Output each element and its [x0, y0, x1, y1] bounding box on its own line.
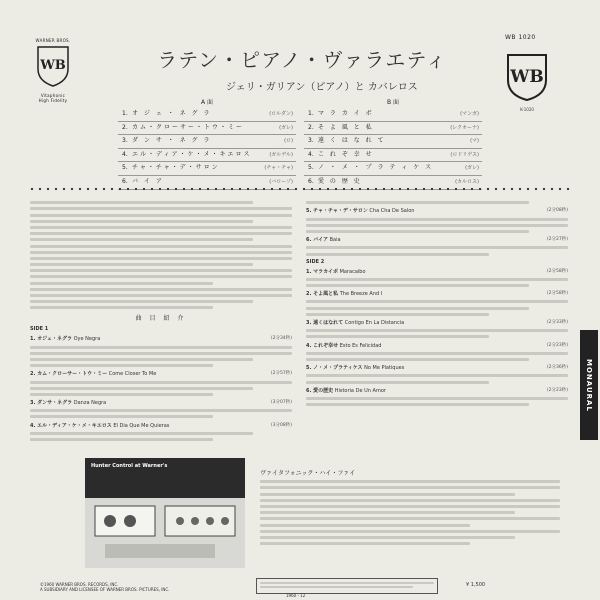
text-line — [30, 432, 253, 435]
text-line — [306, 253, 489, 256]
text-line — [30, 300, 253, 303]
text-line — [30, 214, 292, 217]
entry-heading — [306, 236, 568, 243]
track-composer: (ロ) — [284, 138, 293, 145]
wb-shield-icon — [36, 45, 70, 87]
copyright-notice — [40, 582, 230, 592]
entry-title: 4. エル・ディア・ケ・メ・キエロス — [30, 422, 112, 429]
entry-duration: (2分27秒) — [546, 237, 568, 243]
track-number: 4. — [308, 150, 314, 158]
side-a — [118, 98, 296, 190]
side-b — [304, 98, 482, 190]
text-line — [30, 220, 253, 223]
entry-title: 6. 愛の歴史 — [306, 387, 334, 394]
entry-english: Danza Negra — [73, 400, 107, 407]
text-line — [306, 374, 568, 377]
side-a-label: A 面 — [200, 99, 213, 106]
track-title: エル・ディア・ケ・メ・キエロス — [132, 150, 252, 158]
catalog-number — [505, 34, 536, 41]
entry-heading — [30, 422, 292, 429]
text-line — [30, 282, 213, 285]
text-line — [260, 536, 515, 539]
catalog-sub-number: K-1020 — [520, 107, 534, 112]
track-number: 2. — [122, 123, 128, 131]
track-row — [304, 162, 482, 176]
text-line — [306, 352, 568, 355]
entry-duration: (2分23秒) — [546, 387, 568, 393]
track-title: ノ ・ メ ・ プ ラ テ ィ ケ ス — [318, 164, 434, 172]
text-line — [30, 269, 292, 272]
text-line — [306, 307, 529, 310]
track-composer: (ロドリゲス) — [450, 151, 479, 158]
entry-title: 2. そよ風と私 — [306, 291, 339, 298]
track-row — [304, 108, 482, 122]
track-title: オ ジ ェ ・ ネ グ ラ — [132, 110, 212, 117]
track-number: 3. — [122, 137, 128, 145]
track-row — [118, 108, 296, 122]
text-line — [260, 586, 413, 588]
track-row — [118, 149, 296, 163]
entry-duration: (2分33秒) — [546, 320, 568, 325]
text-line — [260, 530, 560, 533]
album-title: ラテン・ピアノ・ヴァラエティ — [157, 48, 447, 72]
wb-shield-large-icon — [505, 52, 549, 102]
entry-duration: (3分07秒) — [270, 400, 292, 406]
text-line — [306, 329, 568, 332]
text-line — [30, 288, 292, 291]
track-row — [118, 162, 296, 176]
text-line — [30, 306, 213, 309]
monaural-tab: MONAURAL — [580, 330, 598, 440]
entry-title: 6. バイア — [306, 237, 328, 244]
text-line — [30, 415, 213, 418]
entry-english: Maracaibo — [339, 268, 366, 275]
entry-duration: (2分57秒) — [270, 371, 292, 377]
entry-duration: (2分23秒) — [546, 342, 568, 348]
track-composer: (ガレ) — [279, 124, 293, 131]
text-line — [306, 284, 529, 287]
entry-title: 5. チャ・チャ・デ・サロン — [306, 208, 368, 215]
text-line — [30, 381, 292, 384]
album-subtitle: ジェリ・ガリアン（ピアノ）と カバレロス — [226, 82, 418, 93]
entry-heading — [306, 268, 568, 275]
side-two-heading — [306, 259, 568, 265]
mixing-console-image — [85, 458, 245, 568]
side-b-label: B 面 — [386, 99, 400, 106]
entry-duration: (2分58秒) — [546, 291, 568, 297]
logo-bottom-text: High Fidelity — [38, 98, 68, 103]
entry-heading — [306, 364, 568, 371]
text-line — [30, 226, 292, 229]
entry-heading — [306, 207, 568, 214]
text-line — [306, 381, 489, 384]
entry-title: 1. マラカイボ — [306, 268, 338, 275]
track-title: バ イ ア — [132, 177, 164, 185]
entry-english: The Breeze And I — [339, 291, 383, 298]
warner-logo-right — [502, 52, 552, 112]
text-line — [30, 364, 213, 367]
vitaphonic-notes — [260, 468, 560, 548]
entry-heading — [306, 319, 568, 326]
entry-english: Esto Es Felicidad — [339, 342, 382, 349]
track-composer: (カルロス) — [455, 178, 479, 185]
entry-english: El Dia Que Me Quieras — [113, 422, 170, 429]
text-line — [260, 524, 470, 527]
warner-logo-left — [32, 38, 74, 103]
text-line — [30, 294, 292, 297]
track-title: こ れ ぞ 幸 せ — [318, 150, 374, 158]
liner-notes-left — [30, 198, 292, 444]
text-line — [306, 201, 529, 204]
text-line — [260, 499, 560, 502]
entry-heading — [30, 370, 292, 377]
entry-english: Cha Cha De Salon — [369, 208, 415, 215]
track-composer: (ガルデル) — [269, 151, 293, 158]
entry-heading — [306, 387, 568, 394]
dotted-divider — [28, 185, 572, 193]
text-line — [30, 232, 292, 235]
catalog-number-main: WB 1020 — [505, 34, 536, 41]
entry-english: No Me Platiques — [364, 365, 405, 372]
text-line — [30, 238, 253, 241]
text-line — [30, 393, 213, 396]
track-number: 1. — [122, 110, 128, 117]
track-number: 4. — [122, 150, 128, 158]
entry-title: 1. オジェ・ネグラ — [30, 336, 73, 343]
side-one-heading — [30, 326, 292, 332]
text-line — [306, 246, 568, 249]
track-row — [304, 122, 482, 136]
track-composer: (ガレ) — [465, 165, 479, 172]
entry-duration: (2分58秒) — [546, 268, 568, 274]
text-line — [260, 480, 560, 483]
track-composer: (チャ・チャ) — [264, 165, 293, 172]
svg-text:WB: WB — [40, 58, 66, 73]
track-number: 1. — [308, 110, 314, 117]
track-row — [304, 135, 482, 149]
track-row — [304, 149, 482, 163]
text-line — [260, 511, 515, 514]
side-two-label: SIDE 2 — [306, 258, 325, 265]
entry-heading — [306, 290, 568, 297]
track-number: 2. — [308, 123, 314, 131]
entry-title: 3. 遠くはなれて — [306, 320, 344, 326]
text-line — [30, 358, 253, 361]
track-number: 6. — [122, 177, 128, 185]
track-listing — [118, 98, 482, 185]
text-line — [306, 300, 568, 303]
text-line — [260, 505, 560, 508]
track-number: 6. — [308, 177, 314, 185]
entry-english: Contigo En La Distancia — [344, 320, 405, 326]
logo-top-text: WARNER BROS. — [35, 38, 71, 43]
entry-english: Baia — [329, 237, 341, 244]
text-line — [30, 251, 292, 254]
section-title: 曲 目 紹 介 — [135, 315, 187, 323]
track-row — [118, 122, 296, 136]
text-line — [306, 230, 529, 233]
text-line — [30, 352, 292, 355]
text-line — [30, 257, 292, 260]
entry-english: Historia De Un Amor — [334, 387, 386, 394]
text-line — [306, 224, 568, 227]
text-line — [306, 397, 568, 400]
text-line — [30, 207, 292, 210]
track-title: カム・クローサー・トウ・ミー — [132, 123, 245, 131]
entry-heading — [306, 342, 568, 349]
notice-box — [256, 578, 438, 594]
studio-photo — [85, 458, 245, 568]
entry-duration: (2分08秒) — [546, 208, 568, 214]
track-title: 遠 く は な れ て — [318, 137, 386, 145]
entry-title: 2. カム・クローサー・トウ・ミー — [30, 371, 108, 378]
track-number: 5. — [122, 164, 128, 172]
entry-title: 3. ダンサ・ネグラ — [30, 400, 73, 407]
track-number: 5. — [308, 164, 314, 172]
track-title: ダ ン サ ・ ネ グ ラ — [132, 137, 212, 145]
entry-heading — [30, 335, 292, 342]
svg-text:WB: WB — [510, 67, 544, 87]
entry-english: Come Closer To Me — [108, 371, 157, 378]
text-line — [306, 358, 529, 361]
logo-mid-text: Vitaphonic — [40, 93, 66, 98]
text-line — [306, 403, 529, 406]
text-line — [306, 278, 568, 281]
track-title: 愛 の 歴 史 — [318, 177, 362, 185]
text-line — [30, 263, 253, 266]
copyright-line-1: ©1960 WARNER BROS. RECORDS, INC. — [40, 582, 119, 587]
track-row — [118, 135, 296, 149]
vitaphonic-title: ヴァイタフォニック・ハイ・ファイ — [260, 470, 356, 477]
text-line — [260, 582, 434, 584]
text-line — [30, 201, 253, 204]
text-line — [30, 387, 253, 390]
text-line — [30, 245, 292, 248]
track-composer: (バローゾ) — [269, 178, 293, 185]
entry-title: 4. これぞ幸せ — [306, 342, 339, 349]
entry-english: Oye Negra — [73, 336, 101, 343]
track-title: そ よ 風 と 私 — [318, 123, 374, 131]
text-line — [30, 346, 292, 349]
text-line — [30, 438, 213, 441]
text-line — [260, 486, 560, 489]
entry-duration: (2分36秒) — [546, 365, 568, 371]
side-one-label: SIDE 1 — [30, 326, 49, 333]
photo-caption: Hunter Control at Warner's — [91, 463, 168, 469]
entry-duration: (2分34秒) — [270, 336, 292, 342]
text-line — [306, 313, 489, 316]
copyright-line-2: A SUBSIDIARY AND LICENSEE OF WARNER BROS. PICTURES, INC. — [40, 587, 170, 592]
price: ¥ 1,500 — [466, 582, 486, 588]
entry-duration: (3分08秒) — [270, 422, 292, 428]
text-line — [30, 409, 292, 412]
track-composer: (マ) — [470, 138, 479, 145]
entry-title: 5. ノ・メ・プラティケス — [306, 365, 363, 372]
track-title: チャ・チャ・デ・サロン — [132, 164, 220, 172]
text-line — [260, 542, 470, 545]
track-composer: (レクオーナ) — [450, 124, 479, 131]
text-line — [306, 218, 568, 221]
release-date: 1960・12 — [286, 593, 306, 598]
text-line — [260, 493, 515, 496]
track-composer: (ロルダン) — [269, 111, 293, 117]
track-composer: (マンガ) — [460, 111, 479, 117]
track-title: マ ラ カ イ ボ — [318, 110, 374, 117]
liner-notes-right — [306, 198, 568, 409]
track-number: 3. — [308, 137, 314, 145]
text-line — [30, 275, 292, 278]
text-line — [306, 335, 489, 338]
text-line — [260, 517, 560, 520]
entry-heading — [30, 399, 292, 406]
